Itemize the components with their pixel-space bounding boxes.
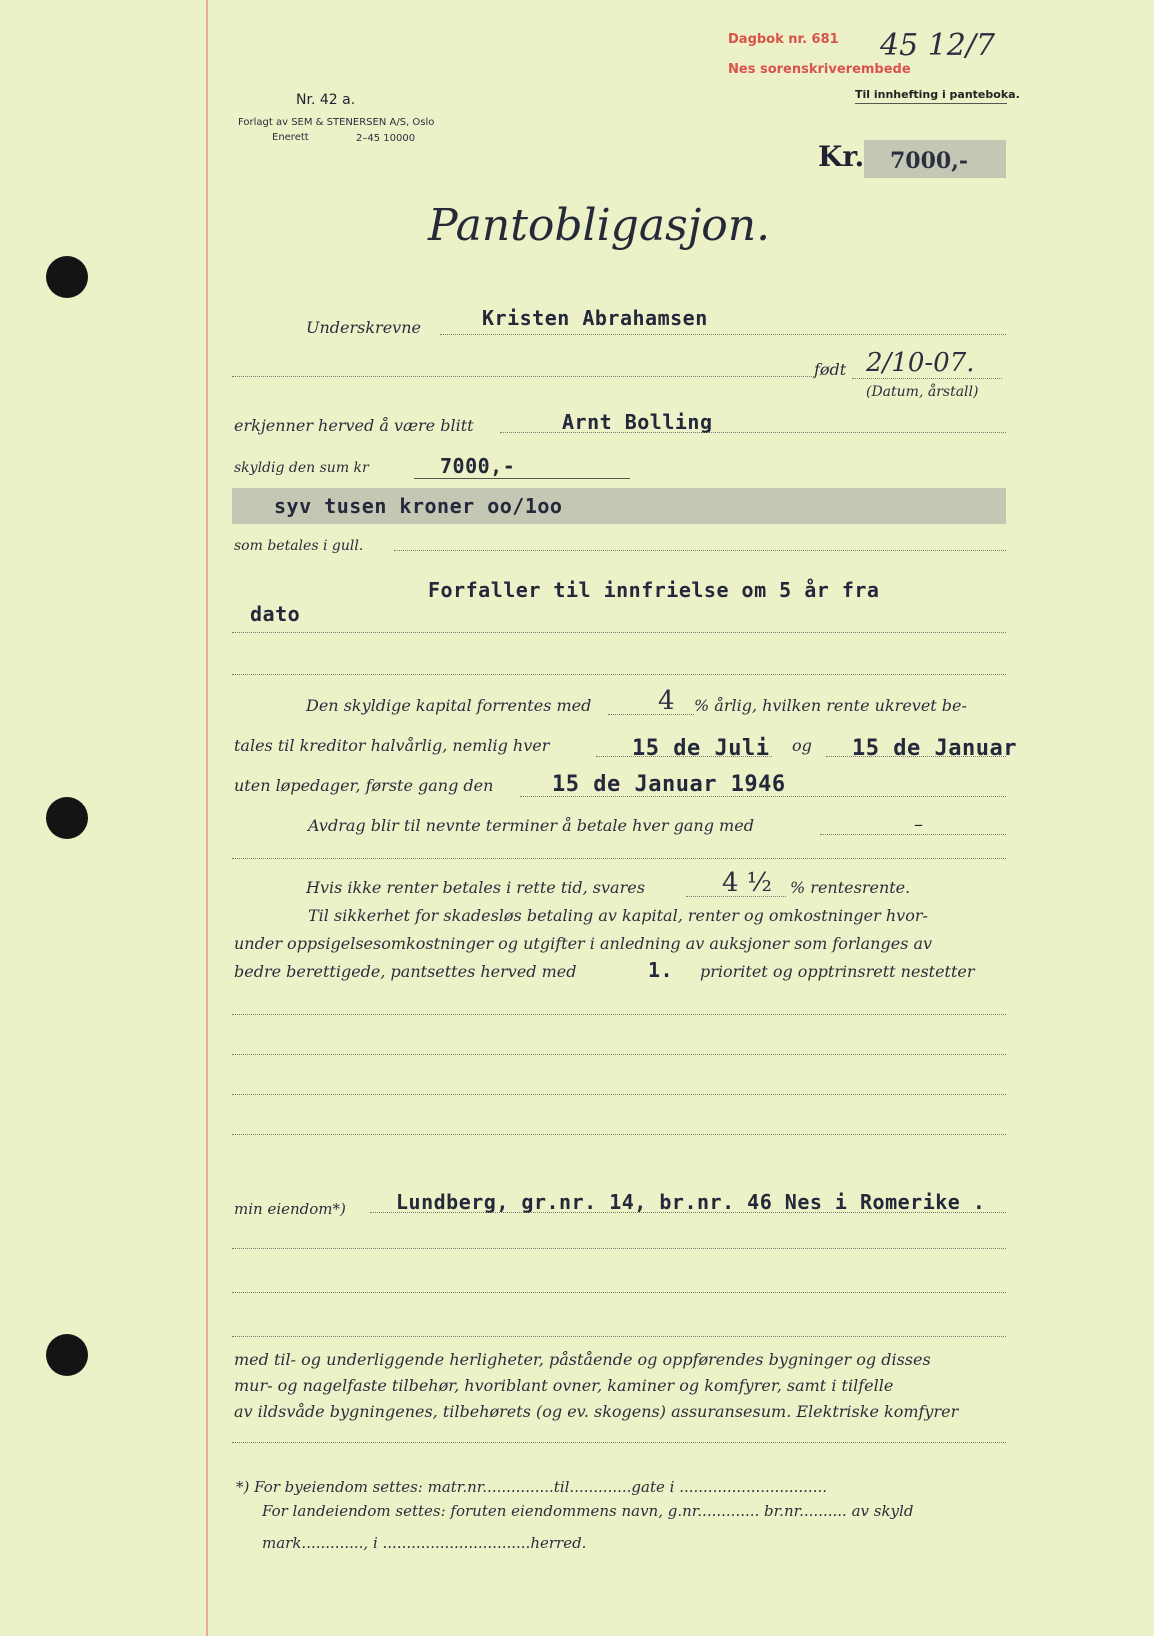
property-line-3: [232, 1292, 1006, 1293]
property-line-2: [232, 1248, 1006, 1249]
margin-line: [206, 0, 208, 1636]
underskrevne-label: Underskrevne: [306, 318, 421, 337]
interest-date1-line: [596, 756, 772, 757]
name-continuation-line: [232, 376, 814, 377]
punch-hole-middle: [46, 797, 88, 839]
document-title: Pantobligasjon.: [428, 200, 771, 251]
stamp-underline: [855, 103, 1007, 104]
sum-words: syv tusen kroner oo/1oo: [274, 494, 563, 518]
form-number: Nr. 42 a.: [296, 92, 356, 108]
punch-hole-bottom: [46, 1334, 88, 1376]
property-label: min eiendom*): [234, 1200, 346, 1218]
interest-first-date: 15 de Januar 1946: [552, 772, 786, 797]
avdrag-line-a: [820, 834, 1006, 835]
skyldig-label: skyldig den sum kr: [234, 460, 369, 476]
interest-rate: 4: [658, 686, 675, 716]
interest-date2-line: [826, 756, 1006, 757]
skyldig-line: [414, 478, 630, 479]
til-line3-b: prioritet og opptrinsrett nestetter: [700, 962, 975, 981]
property-value: Lundberg, gr.nr. 14, br.nr. 46 Nes i Romerike .: [396, 1190, 986, 1214]
blank-line-2: [232, 1054, 1006, 1055]
registry-stamp-line2: Nes sorenskriverembede: [728, 62, 911, 77]
footnote-line2: For landeiendom settes: foruten eiendommens navn, g.nr............. br.nr.......... av skyld: [262, 1502, 914, 1520]
interest-line3-a: uten løpedager, første gang den: [234, 776, 494, 795]
blank-line-1: [232, 1014, 1006, 1015]
til-line1: Til sikkerhet for skadesløs betaling av kapital, renter og omkostninger hvor-: [308, 906, 928, 925]
forfaller-line2: dato: [250, 602, 301, 626]
underskrevne-line: [440, 334, 1006, 335]
forfaller-line-b: [232, 674, 1006, 675]
property-line-4: [232, 1336, 1006, 1337]
fodt-label: født: [814, 360, 847, 379]
blank-line-4: [232, 1134, 1006, 1135]
clause-line-end: [232, 1442, 1006, 1443]
til-line2: under oppsigelsesomkostninger og utgifter i anledning av auksjoner som forlanges av: [234, 934, 933, 953]
hvis-label-a: Hvis ikke renter betales i rette tid, svares: [306, 878, 645, 897]
erkjenner-line: [500, 432, 1006, 433]
clause-line3: av ildsvåde bygningenes, tilbehørets (og ev. skogens) assuransesum. Elektriske komfyrer: [234, 1402, 959, 1421]
interest-line1-a: Den skyldige kapital forrentes med: [306, 696, 592, 715]
hvis-rate: 4 ½: [722, 868, 773, 898]
priority-value: 1.: [648, 958, 674, 982]
publisher-code: 2–45 10000: [356, 133, 416, 144]
fodt-value: 2/10-07.: [866, 348, 975, 378]
avdrag-label: Avdrag blir til nevnte terminer å betale hver gang med: [308, 816, 754, 835]
interest-first-date-line: [520, 796, 1006, 797]
hvis-label-b: % rentesrente.: [790, 878, 911, 897]
interest-rate-line: [608, 714, 694, 715]
forfaller-line1: Forfaller til innfrielse om 5 år fra: [428, 578, 880, 602]
skyldig-value: 7000,-: [440, 454, 516, 478]
til-line3-a: bedre berettigede, pantsettes herved med: [234, 962, 577, 981]
property-line: [370, 1212, 1006, 1213]
kr-value: 7000,-: [890, 148, 969, 174]
blank-line-3: [232, 1094, 1006, 1095]
avdrag-value: –: [914, 814, 923, 835]
publisher-line2: Enerett: [272, 132, 309, 143]
forfaller-line-a: [232, 632, 1006, 633]
erkjenner-value: Arnt Bolling: [562, 410, 713, 434]
betales-label: som betales i gull.: [234, 538, 364, 554]
erkjenner-label: erkjenner herved å være blitt: [234, 416, 474, 435]
fodt-hint: (Datum, årstall): [866, 384, 979, 400]
clause-line2: mur- og nagelfaste tilbehør, hvoriblant ovner, kaminer og komfyrer, samt i tilfelle: [234, 1376, 894, 1395]
stamp-handwritten: 45 12/7: [880, 28, 996, 63]
interest-line2-a: tales til kreditor halvårlig, nemlig hver: [234, 736, 550, 755]
interest-date2: 15 de Januar: [852, 736, 1017, 761]
footnote-line1: *) For byeiendom settes: matr.nr...............til.............gate i ...............................: [236, 1478, 828, 1496]
interest-line1-b: % årlig, hvilken rente ukrevet be-: [694, 696, 967, 715]
kr-label: Kr.: [818, 140, 865, 173]
interest-date1: 15 de Juli: [632, 736, 770, 761]
interest-og: og: [792, 736, 812, 755]
fodt-line: [852, 378, 1002, 379]
stamp-sub: Til innhefting i panteboka.: [855, 88, 1020, 101]
avdrag-line-b: [232, 858, 1006, 859]
publisher-line1: Forlagt av SEM & STENERSEN A/S, Oslo: [238, 117, 435, 128]
hvis-rate-line: [686, 896, 786, 897]
underskrevne-value: Kristen Abrahamsen: [482, 306, 708, 330]
punch-hole-top: [46, 256, 88, 298]
registry-stamp-line1: Dagbok nr. 681: [728, 32, 839, 47]
clause-line1: med til- og underliggende herligheter, påstående og oppførendes bygninger og disses: [234, 1350, 931, 1369]
betales-line: [394, 550, 1006, 551]
footnote-line3: mark............., i ...............................herred.: [262, 1534, 587, 1552]
